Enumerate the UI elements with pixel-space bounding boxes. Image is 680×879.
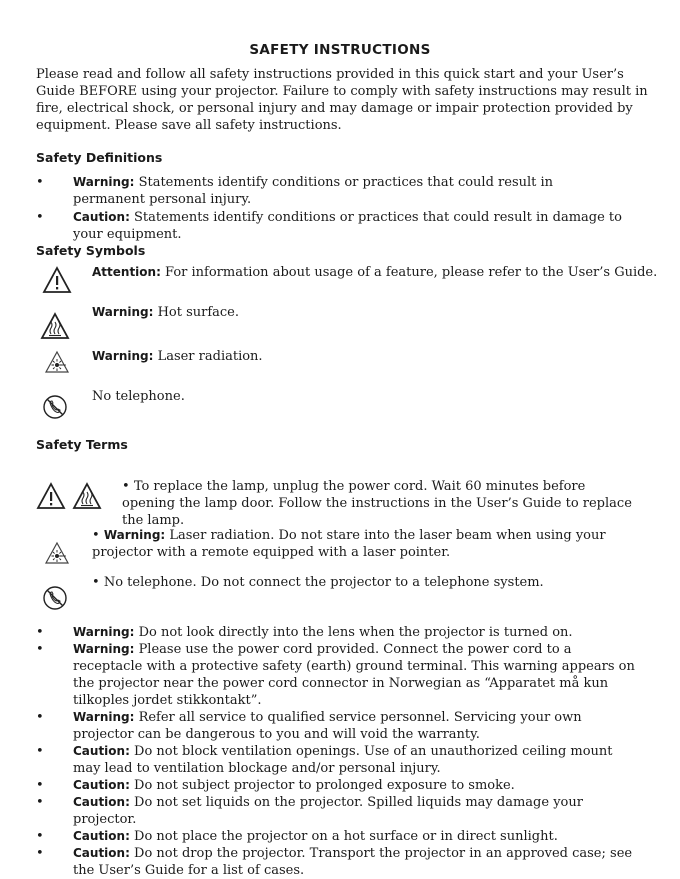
list-item <box>36 641 636 709</box>
symbol-no-telephone-text <box>92 388 185 405</box>
symbols-heading: Safety Symbols <box>36 243 146 258</box>
attention-icon <box>42 266 72 298</box>
symbol-hot-surface-text <box>92 304 239 321</box>
bullet-dot: • <box>36 829 44 844</box>
item-label: Caution: <box>73 778 130 792</box>
item-text: Statements identify conditions or practices that could result in permanent personal injury. <box>73 175 554 207</box>
item-label: Warning: <box>103 528 166 542</box>
item-text: Statements identify conditions or practices that could result in damage to your equipment. <box>73 210 622 242</box>
item-text: Do not place the projector on a hot surface or in direct sunlight. <box>134 829 558 844</box>
item-label: Caution: <box>73 744 130 758</box>
term-no-telephone <box>92 574 637 591</box>
bullet-dot: • <box>36 210 44 225</box>
item-text: Laser radiation. Do not stare into the laser beam when using your projector with a remote equipped with a laser pointer. <box>92 528 606 560</box>
item-label: Caution: <box>73 210 130 224</box>
bullet-dot: • <box>36 744 44 759</box>
list-item <box>36 845 636 879</box>
item-text: Please use the power cord provided. Connect the power cord to a receptacle with a protective safety (earth) ground terminal. This warning appears on the projector near the power cord connector in Norwegian as “Apparatet må kun tilkoples jordet stikkontakt”. <box>73 642 635 708</box>
item-label: Caution: <box>73 795 130 809</box>
term-lamp <box>122 478 636 529</box>
list-item <box>36 794 636 828</box>
definitions-heading: Safety Definitions <box>36 150 163 165</box>
bullet-dot: • <box>36 710 44 725</box>
item-text: For information about usage of a feature, please refer to the User’s Guide. <box>165 265 658 280</box>
item-text: Do not subject projector to prolonged exposure to smoke. <box>134 778 515 793</box>
item-text: No telephone. <box>92 389 185 404</box>
list-item <box>36 777 636 794</box>
bullet-dot: • <box>36 795 44 810</box>
item-label: Caution: <box>73 829 130 843</box>
list-item <box>36 624 636 641</box>
attention-icon <box>36 482 66 514</box>
item-text: No telephone. Do not connect the projector to a telephone system. <box>103 575 544 590</box>
item-label: Warning: <box>73 175 135 189</box>
list-item <box>36 209 626 243</box>
hot-surface-icon <box>72 482 102 514</box>
item-label: Warning: <box>92 305 154 319</box>
item-text: Do not look directly into the lens when the projector is turned on. <box>138 625 573 640</box>
item-label: Caution: <box>73 846 130 860</box>
bullet-dot: • <box>92 575 100 590</box>
list-item <box>36 174 626 208</box>
no-telephone-icon <box>42 585 68 615</box>
bullet-dot: • <box>36 625 44 640</box>
bullet-dot: • <box>92 528 100 543</box>
no-telephone-icon <box>42 394 68 424</box>
hot-surface-icon <box>40 312 70 344</box>
laser-radiation-icon <box>44 541 70 569</box>
bullet-dot: • <box>36 642 44 657</box>
item-label: Warning: <box>73 625 135 639</box>
warnings-list <box>36 624 636 879</box>
list-item <box>36 828 636 845</box>
term-laser <box>92 527 637 561</box>
definitions-list <box>36 174 626 243</box>
item-text: Do not block ventilation openings. Use of an unauthorized ceiling mount may lead to ventilation blockage and/or personal injury. <box>73 744 613 776</box>
page-title: SAFETY INSTRUCTIONS <box>249 42 431 58</box>
terms-heading: Safety Terms <box>36 437 128 452</box>
item-text: To replace the lamp, unplug the power cord. Wait 60 minutes before opening the lamp door. Follow the instructions in the User’s Guide to replace the lamp. <box>122 479 632 528</box>
item-text: Do not drop the projector. Transport the projector in an approved case; see the User’s Guide for a list of cases. <box>73 846 633 878</box>
laser-radiation-icon <box>44 350 70 378</box>
bullet-dot: • <box>36 778 44 793</box>
symbol-laser-text <box>92 348 263 365</box>
item-text: Refer all service to qualified service personnel. Servicing your own projector can be dangerous to you and will void the warranty. <box>73 710 582 742</box>
symbol-attention-text <box>92 264 657 281</box>
item-text: Hot surface. <box>157 305 240 320</box>
item-label: Attention: <box>92 265 161 279</box>
intro-paragraph: Please read and follow all safety instructions provided in this quick start and your User’s Guide BEFORE using your projector. Failure to comply with safety instructions may result in fire, electrical shock, or personal injury and may damage or impair protection provided by equipment. Please save all safety instructions. <box>36 67 648 133</box>
item-label: Warning: <box>73 642 135 656</box>
item-label: Warning: <box>73 710 135 724</box>
list-item <box>36 709 636 743</box>
bullet-dot: • <box>36 175 44 190</box>
item-label: Warning: <box>92 349 154 363</box>
item-text: Do not set liquids on the projector. Spilled liquids may damage your projector. <box>73 795 583 827</box>
list-item <box>36 743 636 777</box>
bullet-dot: • <box>122 479 130 494</box>
bullet-dot: • <box>36 846 44 861</box>
item-text: Laser radiation. <box>157 349 263 364</box>
